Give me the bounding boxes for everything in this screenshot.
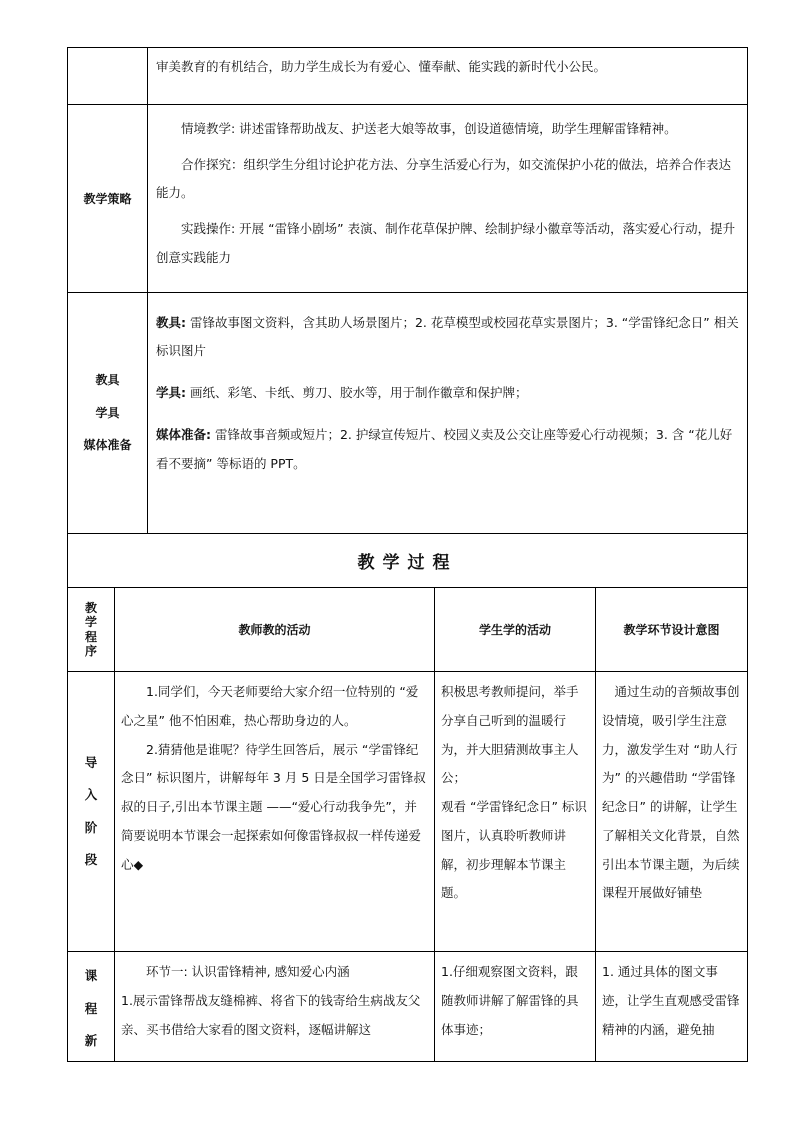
teacher-tools-text bbox=[156, 309, 739, 365]
media-value: 雷锋故事音频或短片；2. 护绿宣传短片、校园义卖及公交让座等爱心行动视频；3. 含 “花儿好看不要摘” 等标语的 PPT。 bbox=[156, 427, 733, 471]
process-table bbox=[67, 533, 748, 1062]
intro-student-activity bbox=[435, 672, 596, 952]
media-text bbox=[156, 421, 739, 477]
teacher-activity-paragraph: 1.展示雷锋帮战友缝棉裤、将省下的钱寄给生病战友父亲、买书借给大家看的图文资料，逐幅讲解这 bbox=[121, 992, 421, 1037]
strategy-item: 情境教学: 讲述雷锋帮助战友、护送老大娘等故事，创设道德情境，助学生理解雷锋精神。 bbox=[181, 121, 677, 136]
design-intent-paragraph: 通过生动的音频故事创设情境，吸引学生注意力，激发学生对 “助人行为” 的兴趣借助 “学雷锋纪念日” 的讲解，让学生了解相关文化背景，自然引出本节课主题，为后续课程开展做好铺垫 bbox=[602, 684, 740, 901]
stage-header-char: 教 bbox=[84, 600, 97, 615]
teacher-activity-header: 教师教的活动 bbox=[115, 588, 435, 672]
new-lesson-stage-label bbox=[68, 952, 115, 1062]
strategy-item: 实践操作: 开展 “雷锋小剧场” 表演、制作花草保护牌、绘制护绿小徽章等活动，落实爱心行动，提升创意实践能力 bbox=[156, 221, 736, 265]
lesson-plan-table bbox=[67, 47, 748, 534]
lesson-plan-page bbox=[67, 47, 747, 1062]
student-activity-header: 学生学的活动 bbox=[435, 588, 596, 672]
stage-header-char: 学 bbox=[84, 615, 97, 630]
intro-stage-row bbox=[68, 672, 748, 952]
intro-design-intent bbox=[596, 672, 748, 952]
goal-continuation-text: 审美教育的有机结合，助力学生成长为有爱心、懂奉献、能实践的新时代小公民。 bbox=[148, 48, 748, 105]
strategy-row bbox=[68, 105, 748, 293]
stage-header bbox=[68, 588, 115, 672]
strategy-label: 教学策略 bbox=[68, 105, 148, 293]
materials-content bbox=[148, 293, 748, 534]
stage-header-char: 程 bbox=[84, 629, 97, 644]
teacher-tools-value: 雷锋故事图文资料，含其助人场景图片；2. 花草模型或校园花草实景图片；3. “学雷锋纪念日” 相关标识图片 bbox=[156, 315, 739, 359]
stage-char: 新 bbox=[84, 1033, 98, 1048]
materials-row bbox=[68, 293, 748, 534]
materials-label-media: 媒体准备 bbox=[83, 438, 132, 453]
new-lesson-student-activity bbox=[435, 952, 596, 1062]
stage-char: 课 bbox=[84, 968, 98, 983]
student-tools-value: 画纸、彩笔、卡纸、剪刀、胶水等，用于制作徽章和保护牌； bbox=[186, 385, 528, 401]
process-title-row bbox=[68, 534, 748, 588]
materials-label bbox=[68, 293, 148, 534]
new-lesson-teacher-activity bbox=[115, 952, 435, 1062]
stage-header-char: 序 bbox=[84, 643, 97, 658]
materials-label-teacher-tools: 教具 bbox=[95, 373, 120, 388]
design-intent-header: 教学环节设计意图 bbox=[596, 588, 748, 672]
materials-label-student-tools: 学具 bbox=[95, 405, 120, 420]
stage-char: 程 bbox=[84, 1000, 98, 1016]
stage-char: 导 bbox=[84, 754, 98, 770]
student-tools-text bbox=[156, 379, 739, 407]
strategy-item: 合作探究：组织学生分组讨论护花方法、分享生活爱心行为，如交流保护小花的做法，培养合作表达能力。 bbox=[156, 157, 732, 201]
media-label: 媒体准备: bbox=[156, 427, 211, 443]
goal-continuation-row bbox=[68, 48, 748, 105]
stage-char: 段 bbox=[84, 852, 98, 867]
teacher-activity-paragraph: 环节一: 认识雷锋精神, 感知爱心内涵 bbox=[146, 964, 350, 979]
design-intent-paragraph: 1. 通过具体的图文事迹，让学生直观感受雷锋精神的内涵，避免抽 bbox=[602, 964, 740, 1037]
stage-char: 入 bbox=[84, 787, 98, 802]
new-lesson-design-intent bbox=[596, 952, 748, 1062]
teacher-activity-paragraph: 2.猜猜他是谁呢？待学生回答后，展示 “学雷锋纪念日” 标识图片，讲解每年 3 月 5 日是全国学习雷锋叔叔的日子,引出本节课主题 ——“爱心行动我争先”，并简要说明本节课会一起探索如何像雷锋叔叔一样传递爱心◆ bbox=[121, 741, 426, 872]
student-activity-paragraph: 积极思考教师提问，举手分享自己听到的温暖行为，并大胆猜测故事主人公； bbox=[441, 684, 579, 786]
new-lesson-stage-row bbox=[68, 952, 748, 1062]
teacher-activity-paragraph: 1.同学们，今天老师要给大家介绍一位特别的 “爱心之星” 他不怕困难，热心帮助身边的人。 bbox=[121, 684, 419, 728]
student-activity-paragraph: 1.仔细观察图文资料，跟随教师讲解了解雷锋的具体事迹； bbox=[441, 964, 579, 1037]
student-tools-label: 学具: bbox=[156, 385, 186, 401]
stage-char: 阶 bbox=[84, 819, 98, 835]
student-activity-paragraph: 观看 “学雷锋纪念日” 标识图片，认真聆听教师讲解，初步理解本节课主题。 bbox=[441, 799, 587, 901]
intro-stage-label bbox=[68, 672, 115, 952]
intro-teacher-activity bbox=[115, 672, 435, 952]
strategy-content bbox=[148, 105, 748, 293]
teacher-tools-label: 教具: bbox=[156, 315, 186, 330]
process-title: 教学过程 bbox=[68, 534, 748, 588]
empty-label-cell bbox=[68, 48, 148, 105]
process-header-row bbox=[68, 588, 748, 672]
